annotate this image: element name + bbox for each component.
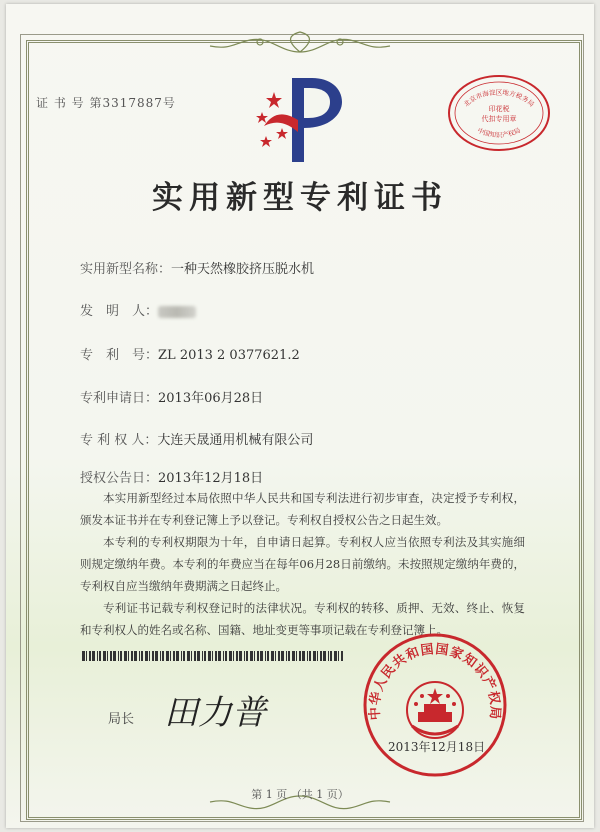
field-label: 专利申请日：: [80, 391, 159, 406]
barcode-bar: [181, 651, 182, 661]
barcode-bar: [229, 651, 232, 661]
barcode-bar: [173, 651, 175, 661]
agent-stamp-line-1: 印花税: [488, 105, 510, 113]
barcode-bar: [131, 651, 133, 661]
barcode-bar: [288, 651, 290, 661]
field-label: 专 利 号：: [80, 348, 159, 363]
barcode-bar: [267, 651, 269, 661]
barcode-bar: [281, 651, 284, 661]
field-label: 发 明 人：: [80, 304, 159, 319]
field-label: 实用新型名称：: [80, 262, 172, 277]
signature-text: 田力普: [164, 693, 266, 733]
barcode-bar: [254, 651, 255, 661]
barcode-bar: [89, 651, 91, 661]
field-value: 2013年12月18日: [158, 471, 264, 486]
barcode-bar: [307, 651, 308, 661]
barcode-bar: [128, 651, 129, 661]
barcode-bar: [223, 651, 224, 661]
barcode-bar: [152, 651, 154, 661]
barcode-bar: [155, 651, 158, 661]
barcode-bar: [218, 651, 221, 661]
field-label: 授权公告日：: [80, 471, 159, 486]
national-emblem-icon: [407, 682, 463, 738]
barcode-bar: [233, 651, 234, 661]
seal-date: 2013年12月18日: [388, 740, 486, 754]
barcode-bar: [82, 651, 85, 661]
redacted-inventor-name: [158, 306, 196, 318]
field-utility-model-name: [80, 258, 314, 277]
barcode-bar: [141, 651, 143, 661]
barcode-bar: [215, 651, 217, 661]
barcode-bar: [202, 651, 203, 661]
director-signature: [160, 686, 290, 734]
barcode-bar: [309, 651, 311, 661]
barcode-bar: [328, 651, 329, 661]
agent-stamp-line-2: 代扣专用章: [481, 115, 517, 123]
barcode-bar: [320, 651, 322, 661]
field-value: 2013年06月28日: [158, 391, 264, 406]
barcode-bar: [330, 651, 332, 661]
barcode-bar: [278, 651, 280, 661]
barcode-bar: [257, 651, 259, 661]
barcode-bar: [160, 651, 161, 661]
barcode-bar: [302, 651, 305, 661]
field-patent-number: [80, 344, 300, 363]
barcode-bar: [286, 651, 287, 661]
barcode-bar: [118, 651, 119, 661]
barcode-bar: [265, 651, 266, 661]
seal-ring-text: 中华人民共和国国家知识产权局: [367, 642, 503, 721]
barcode-bar: [103, 651, 106, 661]
barcode-bar: [197, 651, 200, 661]
barcode-bar: [149, 651, 150, 661]
barcode-bar: [162, 651, 164, 661]
barcode: [82, 651, 344, 661]
cnipa-logo-icon: [252, 70, 348, 170]
barcode-bar: [124, 651, 127, 661]
barcode-bar: [139, 651, 140, 661]
certificate-body: [80, 487, 525, 641]
certificate-number: 证 书 号 第3317887号: [36, 96, 176, 110]
barcode-bar: [145, 651, 148, 661]
barcode-bar: [341, 651, 343, 661]
barcode-bar: [113, 651, 116, 661]
director-label: 局长: [108, 712, 135, 727]
barcode-bar: [204, 651, 206, 661]
barcode-bar: [275, 651, 276, 661]
barcode-bar: [212, 651, 213, 661]
barcode-bar: [183, 651, 185, 661]
barcode-bar: [120, 651, 122, 661]
barcode-bar: [110, 651, 112, 661]
barcode-bar: [296, 651, 297, 661]
barcode-bar: [191, 651, 192, 661]
barcode-bar: [323, 651, 326, 661]
barcode-bar: [250, 651, 253, 661]
barcode-bar: [236, 651, 238, 661]
field-value: 大连天晟通用机械有限公司: [157, 433, 314, 448]
official-seal: [360, 630, 510, 780]
barcode-bar: [271, 651, 274, 661]
barcode-bar: [334, 651, 337, 661]
field-value: ZL 2013 2 0377621.2: [158, 348, 300, 363]
field-value: 一种天然橡胶挤压脱水机: [171, 262, 315, 277]
field-inventor: [80, 300, 196, 319]
body-paragraph: 本专利的专利权期限为十年，自申请日起算。专利权人应当依照专利法及其实施细则规定缴纳年费。本专利的年费应当在每年06月28日前缴纳。未按照规定缴纳年费的，专利权自应当缴纳年费期满之日起终止。: [80, 535, 525, 593]
barcode-bar: [170, 651, 171, 661]
field-filing-date: [80, 387, 263, 406]
barcode-bar: [187, 651, 190, 661]
tax-agent-stamp: [447, 73, 551, 153]
field-grant-date: [80, 467, 263, 486]
barcode-bar: [134, 651, 137, 661]
svg-text:中国知识产权局: [476, 125, 522, 139]
body-paragraph: 本实用新型经过本局依照中华人民共和国专利法进行初步审查，决定授予专利权，颁发本证书并在专利登记簿上予以登记。专利权自授权公告之日起生效。: [80, 491, 525, 527]
agent-stamp-bottom-text: 中国知识产权局: [476, 126, 522, 140]
barcode-bar: [292, 651, 295, 661]
top-ornament: [200, 30, 400, 56]
barcode-bar: [299, 651, 301, 661]
barcode-bar: [208, 651, 211, 661]
barcode-bar: [317, 651, 318, 661]
barcode-bar: [244, 651, 245, 661]
barcode-bar: [86, 651, 87, 661]
field-patentee: [80, 429, 313, 448]
body-paragraph: 专利证书记载专利权登记时的法律状况。专利权的转移、质押、无效、终止、恢复和专利权人的姓名或名称、国籍、地址变更等事项记载在专利登记簿上。: [80, 601, 525, 637]
certificate-title: 实用新型专利证书: [152, 180, 448, 216]
field-label: 专 利 权 人：: [80, 433, 158, 448]
barcode-bar: [176, 651, 179, 661]
barcode-bar: [260, 651, 263, 661]
barcode-bar: [194, 651, 196, 661]
barcode-bar: [225, 651, 227, 661]
barcode-bar: [92, 651, 95, 661]
barcode-bar: [107, 651, 108, 661]
barcode-bar: [97, 651, 98, 661]
barcode-bar: [313, 651, 316, 661]
page-number: 第 1 页 （共 1 页）: [251, 788, 349, 801]
agent-stamp-ring-text: 北京市海淀区地方税务局: [462, 88, 536, 109]
barcode-bar: [239, 651, 242, 661]
barcode-bar: [166, 651, 169, 661]
barcode-bar: [338, 651, 339, 661]
barcode-bar: [246, 651, 248, 661]
barcode-bar: [99, 651, 101, 661]
